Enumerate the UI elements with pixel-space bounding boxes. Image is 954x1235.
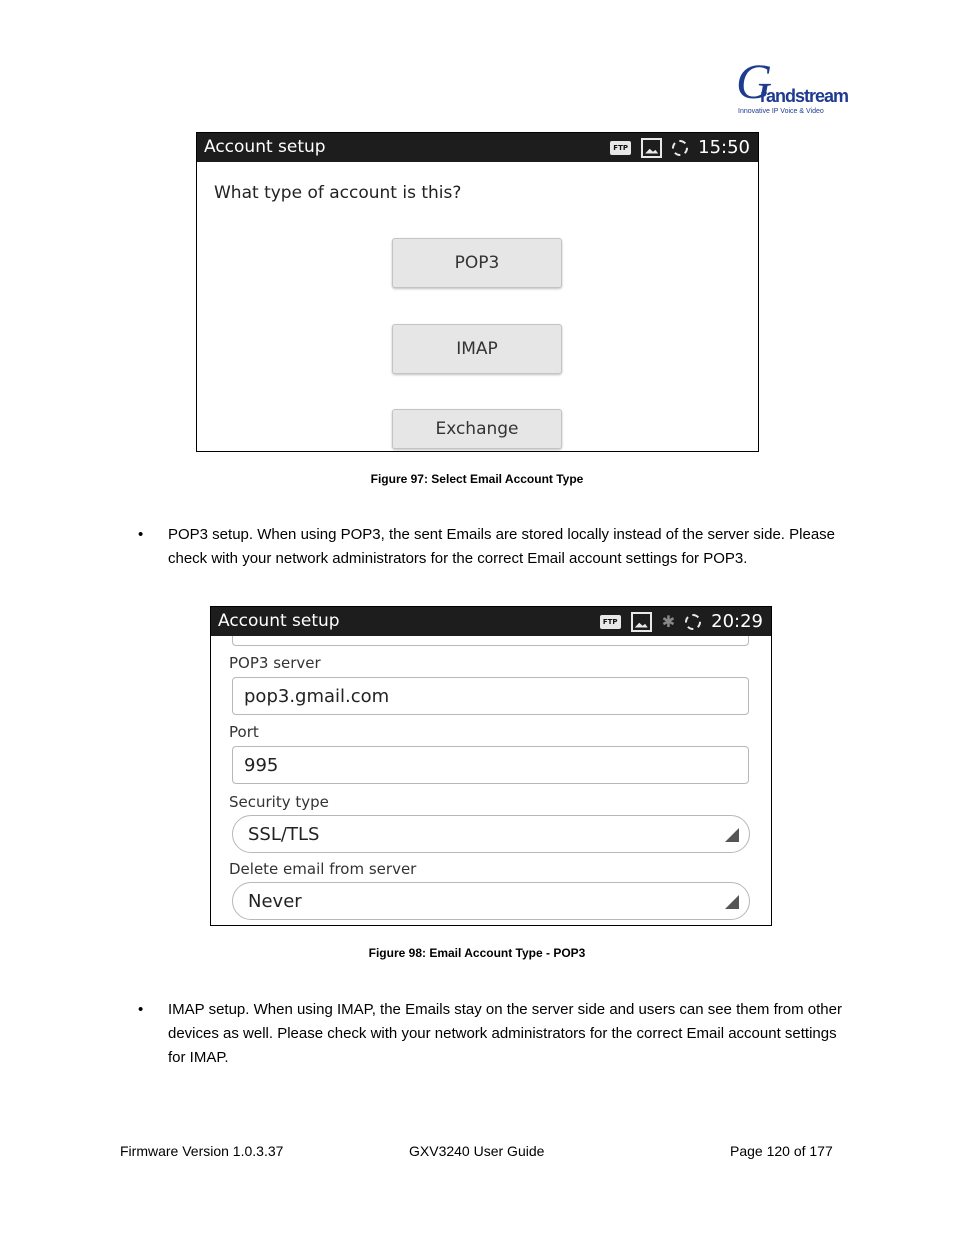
pop3-server-label: POP3 server <box>229 654 321 672</box>
bullet-marker: • <box>138 1001 144 1018</box>
footer-firmware-version: Firmware Version 1.0.3.37 <box>120 1143 284 1159</box>
port-input[interactable]: 995 <box>232 746 749 784</box>
status-icons <box>610 133 750 162</box>
grandstream-logo <box>734 53 849 118</box>
status-bar-title: Account setup <box>218 611 340 631</box>
ftp-icon: FTP <box>610 141 631 155</box>
status-bar <box>197 133 758 162</box>
pop3-button[interactable]: POP3 <box>392 238 562 288</box>
dropdown-arrow-icon <box>725 828 739 842</box>
status-time: 15:50 <box>698 137 750 158</box>
footer-page-number: Page 120 of 177 <box>730 1143 833 1159</box>
figure-97-screenshot <box>196 132 759 452</box>
pop3-server-input[interactable]: pop3.gmail.com <box>232 677 749 715</box>
status-icons <box>600 607 763 636</box>
security-type-label: Security type <box>229 793 329 811</box>
security-type-value: SSL/TLS <box>248 823 320 845</box>
imap-paragraph: IMAP setup. When using IMAP, the Emails stay on the server side and users can see them from other devices as well. Please check with your network administrators for the correct Email account settings for IMAP. <box>168 1001 842 1066</box>
figure-98-caption: Figure 98: Email Account Type - POP3 <box>368 946 586 960</box>
sync-icon <box>672 140 688 156</box>
delete-email-label: Delete email from server <box>229 860 417 878</box>
bullet-marker: • <box>138 526 144 543</box>
imap-button[interactable]: IMAP <box>392 324 562 374</box>
pop3-paragraph: POP3 setup. When using POP3, the sent Emails are stored locally instead of the server side. Please check with your network administrators for the correct Email account settings for POP3. <box>168 526 836 567</box>
logo-letter: G <box>736 53 773 109</box>
account-type-question: What type of account is this? <box>214 183 462 203</box>
status-bar <box>211 607 771 636</box>
figure-98-screenshot <box>210 606 772 926</box>
figure-97-caption: Figure 97: Select Email Account Type <box>370 472 584 486</box>
delete-email-value: Never <box>248 890 302 912</box>
security-type-select[interactable] <box>232 815 750 853</box>
picture-icon <box>641 138 662 158</box>
logo-wordmark: randstream <box>760 86 849 106</box>
dropdown-arrow-icon <box>725 895 739 909</box>
status-bar-title: Account setup <box>204 137 326 157</box>
delete-email-select[interactable] <box>232 882 750 920</box>
sync-icon <box>685 614 701 630</box>
exchange-button[interactable]: Exchange <box>392 409 562 449</box>
status-time: 20:29 <box>711 611 763 632</box>
logo-tagline: Innovative IP Voice & Video <box>738 108 824 115</box>
ftp-icon: FTP <box>600 615 621 629</box>
bluetooth-icon: ✱ <box>661 611 676 631</box>
picture-icon <box>631 612 652 632</box>
port-label: Port <box>229 723 259 741</box>
footer-guide-title: GXV3240 User Guide <box>409 1143 545 1159</box>
